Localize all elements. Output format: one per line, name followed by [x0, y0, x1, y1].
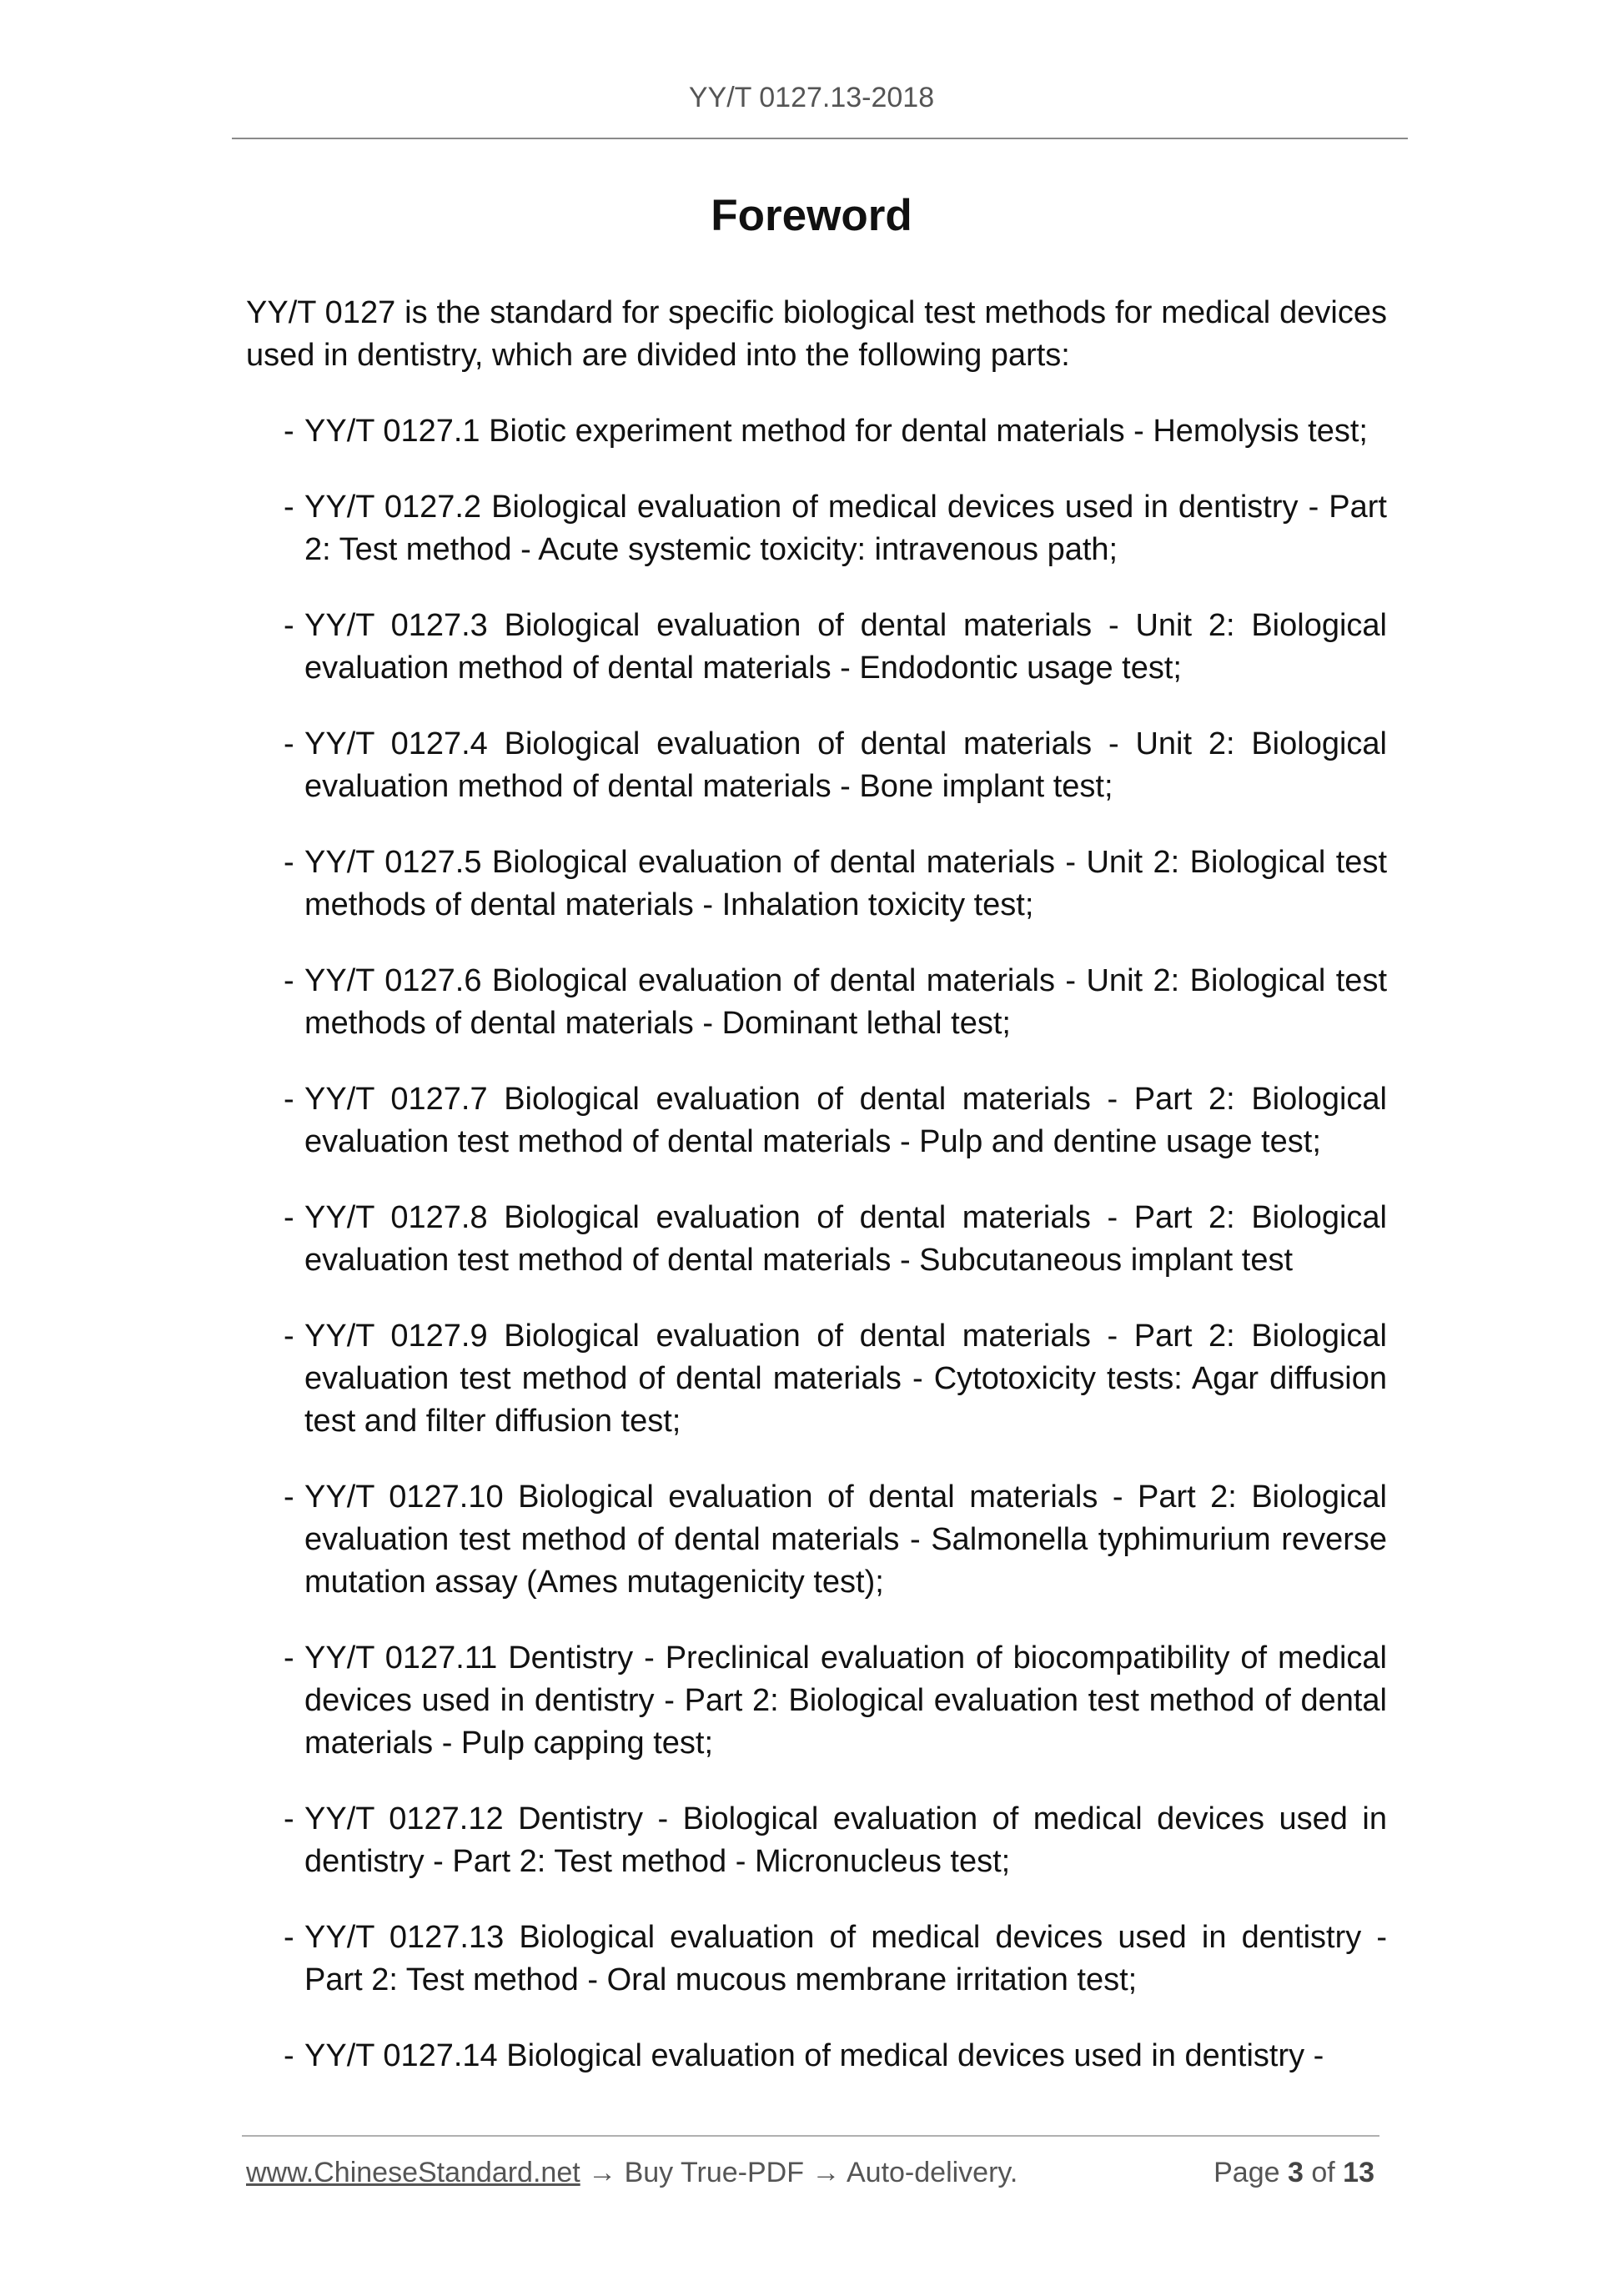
of-label: of [1311, 2157, 1335, 2188]
list-item-text: YY/T 0127.5 Biological evaluation of dental materials - Unit 2: Biological test methods of dental materials - Inhalation toxicity test; [304, 845, 1387, 922]
page-title: Foreword [711, 191, 912, 240]
list-item-text: YY/T 0127.8 Biological evaluation of dental materials - Part 2: Biological evaluation test method of dental materials - Subcutaneous implant test [304, 1200, 1387, 1278]
list-dash: - [284, 1920, 294, 1955]
list-item [246, 486, 1387, 571]
list-item [246, 1476, 1387, 1604]
list-dash: - [284, 414, 294, 449]
list-item [246, 2035, 1387, 2077]
list-item-text: YY/T 0127.12 Dentistry - Biological evaluation of medical devices used in dentistry - Part 2: Test method - Micronucleus test; [304, 1801, 1387, 1879]
page-label: Page [1213, 2157, 1280, 2188]
list-dash: - [284, 726, 294, 761]
intro-paragraph: YY/T 0127 is the standard for specific biological test methods for medical devices used in dentistry, which are divided into the following parts: [246, 295, 1387, 373]
list-dash: - [284, 1319, 294, 1354]
footer-promo [246, 2157, 1018, 2189]
document-body [246, 292, 1387, 2111]
list-item-text: YY/T 0127.4 Biological evaluation of dental materials - Unit 2: Biological evaluation method of dental materials - Bone implant test; [304, 726, 1387, 804]
list-item [246, 842, 1387, 927]
list-item [246, 723, 1387, 808]
list-item [246, 605, 1387, 690]
list-item-text: YY/T 0127.1 Biotic experiment method for dental materials - Hemolysis test; [304, 414, 1368, 449]
list-item-text: YY/T 0127.9 Biological evaluation of dental materials - Part 2: Biological evaluation test method of dental materials - Cytotoxicity tests: Agar diffusion test and filter diffusion test; [304, 1319, 1387, 1439]
list-dash: - [284, 963, 294, 998]
footer-divider [242, 2135, 1379, 2137]
list-item [246, 410, 1387, 453]
list-dash: - [284, 845, 294, 880]
list-item-text: YY/T 0127.7 Biological evaluation of dental materials - Part 2: Biological evaluation test method of dental materials - Pulp and dentine usage test; [304, 1082, 1387, 1159]
list-item [246, 1798, 1387, 1883]
page-indicator [1213, 2157, 1374, 2189]
list-item-text: YY/T 0127.14 Biological evaluation of medical devices used in dentistry - [304, 2038, 1324, 2073]
list-item [246, 1197, 1387, 1282]
list-item [246, 1917, 1387, 2002]
list-dash: - [284, 1640, 294, 1676]
list-item-text: YY/T 0127.11 Dentistry - Preclinical evaluation of biocompatibility of medical devices used in dentistry - Part 2: Biological evaluation test method of dental materials - Pulp capping test; [304, 1640, 1387, 1761]
list-item [246, 1078, 1387, 1163]
list-dash: - [284, 2038, 294, 2073]
header-divider [232, 138, 1408, 139]
list-dash: - [284, 608, 294, 643]
list-item [246, 1637, 1387, 1765]
footer-promo-text: → Buy True-PDF → Auto-delivery. [580, 2157, 1018, 2188]
document-code-header: YY/T 0127.13-2018 [688, 82, 935, 113]
list-item-text: YY/T 0127.6 Biological evaluation of dental materials - Unit 2: Biological test methods of dental materials - Dominant lethal test; [304, 963, 1387, 1041]
list-item-text: YY/T 0127.3 Biological evaluation of dental materials - Unit 2: Biological evaluation method of dental materials - Endodontic usage test; [304, 608, 1387, 686]
list-item-text: YY/T 0127.13 Biological evaluation of medical devices used in dentistry - Part 2: Test method - Oral mucous membrane irritation test; [304, 1920, 1387, 1997]
list-item [246, 960, 1387, 1045]
list-item-text: YY/T 0127.2 Biological evaluation of medical devices used in dentistry - Part 2: Test method - Acute systemic toxicity: intravenous path; [304, 490, 1387, 567]
list-dash: - [284, 1480, 294, 1515]
total-page-count: 13 [1343, 2157, 1374, 2188]
current-page-number: 3 [1287, 2157, 1304, 2188]
website-link[interactable]: www.ChineseStandard.net [246, 2157, 580, 2188]
list-dash: - [284, 1200, 294, 1235]
list-item [246, 1315, 1387, 1443]
list-dash: - [284, 1801, 294, 1836]
parts-list [246, 410, 1387, 2077]
list-dash: - [284, 490, 294, 525]
list-item-text: YY/T 0127.10 Biological evaluation of dental materials - Part 2: Biological evaluation test method of dental materials - Salmonella typhimurium reverse mutation assay (Ames mutagenicity test); [304, 1480, 1387, 1600]
list-dash: - [284, 1082, 294, 1117]
